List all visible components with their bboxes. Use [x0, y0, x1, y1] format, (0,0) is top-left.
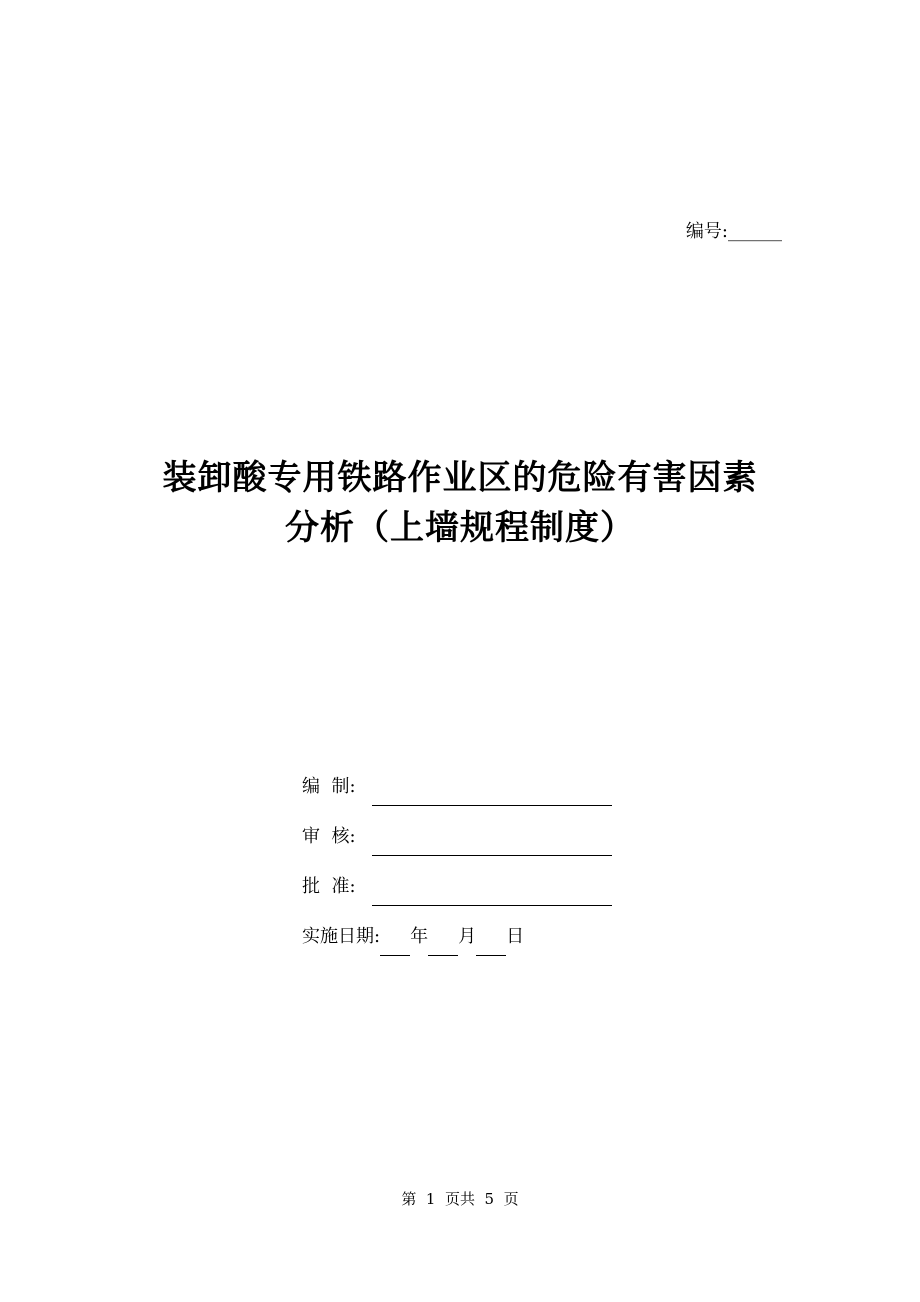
serial-number-field: 编号:______: [685, 221, 782, 242]
prepared-by-line: [372, 779, 612, 806]
reviewed-by-line: [372, 829, 612, 856]
year-blank: [380, 931, 410, 956]
document-title-line-1: 装卸酸专用铁路作业区的危险有害因素: [162, 458, 758, 498]
prepared-by-label: 编 制:: [302, 776, 356, 797]
document-title-line-2: 分析（上墙规程制度）: [285, 508, 635, 548]
implementation-date-label: 实施日期:: [302, 926, 381, 947]
day-blank: [476, 931, 506, 956]
approved-by-line: [372, 879, 612, 906]
month-blank: [428, 931, 458, 956]
month-label: 月: [458, 926, 477, 947]
reviewed-by-row: [302, 818, 612, 868]
signature-block: [302, 768, 612, 968]
approved-by-row: [302, 868, 612, 918]
year-label: 年: [410, 926, 429, 947]
prepared-by-row: [302, 768, 612, 818]
approved-by-label: 批 准:: [302, 876, 356, 897]
page-footer: 第 1 页共 5 页: [401, 1190, 519, 1208]
reviewed-by-label: 审 核:: [302, 826, 356, 847]
day-label: 日: [506, 926, 525, 947]
implementation-date-row: [302, 918, 612, 968]
